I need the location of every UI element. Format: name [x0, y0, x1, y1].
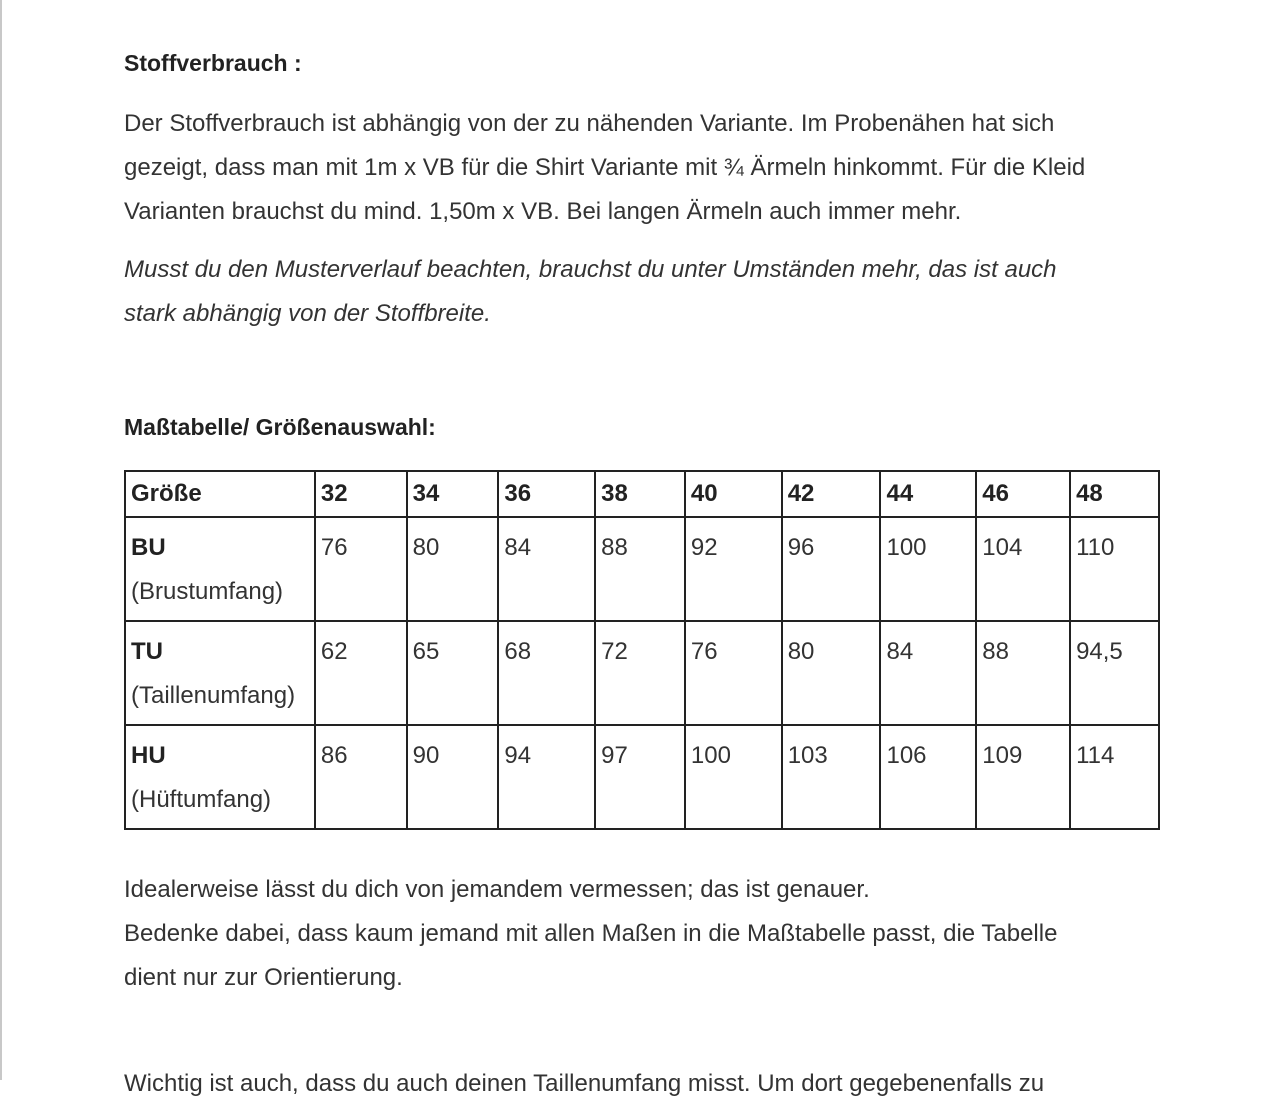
paragraph-line: Musst du den Musterverlauf beachten, brauchst du unter Umständen mehr, das ist auch	[124, 256, 1057, 283]
paragraph-line: Idealerweise lässt du dich von jemandem vermessen; das ist genauer.	[124, 876, 870, 903]
cutoff-paragraph-line: Wichtig ist auch, dass du auch deinen Taillenumfang misst. Um dort gegebenenfalls zu	[124, 1070, 1045, 1097]
header-cell-size: 36	[498, 471, 595, 517]
fabric-consumption-paragraph	[124, 102, 1164, 234]
header-cell-size: 32	[315, 471, 407, 517]
pattern-note-paragraph	[124, 248, 1164, 336]
table-cell: 88	[976, 621, 1070, 725]
table-cell: 103	[782, 725, 881, 829]
table-cell: 100	[685, 725, 782, 829]
row-label-cell	[125, 517, 315, 621]
table-cell: 68	[498, 621, 595, 725]
header-cell-size-label: Größe	[125, 471, 315, 517]
paragraph-line: Varianten brauchst du mind. 1,50m x VB. Bei langen Ärmeln auch immer mehr.	[124, 198, 962, 225]
table-cell: 76	[315, 517, 407, 621]
header-cell-size: 38	[595, 471, 685, 517]
paragraph-line: dient nur zur Orientierung.	[124, 964, 403, 991]
table-cell: 84	[498, 517, 595, 621]
measurement-notes	[124, 868, 1164, 1000]
row-label-cell	[125, 621, 315, 725]
row-label-cell	[125, 725, 315, 829]
page-left-border	[0, 0, 2, 1080]
table-cell: 100	[880, 517, 976, 621]
table-cell: 72	[595, 621, 685, 725]
table-cell: 94	[498, 725, 595, 829]
table-row-hip	[125, 725, 1159, 829]
header-cell-size: 42	[782, 471, 881, 517]
row-abbreviation: BU	[131, 534, 166, 561]
table-cell: 92	[685, 517, 782, 621]
table-cell: 110	[1070, 517, 1159, 621]
size-table	[124, 470, 1160, 830]
header-cell-size: 46	[976, 471, 1070, 517]
table-cell: 80	[782, 621, 881, 725]
header-cell-size: 40	[685, 471, 782, 517]
table-cell: 65	[407, 621, 499, 725]
row-full-name: (Taillenumfang)	[131, 682, 296, 709]
row-abbreviation: TU	[131, 638, 163, 665]
table-cell: 88	[595, 517, 685, 621]
size-table-heading: Maßtabelle/ Größenauswahl:	[124, 414, 436, 440]
table-cell: 76	[685, 621, 782, 725]
table-cell: 86	[315, 725, 407, 829]
table-cell: 96	[782, 517, 881, 621]
paragraph-line: Der Stoffverbrauch ist abhängig von der zu nähenden Variante. Im Probenähen hat sich	[124, 110, 1055, 137]
table-row-waist	[125, 621, 1159, 725]
fabric-consumption-heading: Stoffverbrauch :	[124, 50, 302, 76]
table-cell: 80	[407, 517, 499, 621]
paragraph-line: gezeigt, dass man mit 1m x VB für die Shirt Variante mit ¾ Ärmeln hinkommt. Für die Kleid	[124, 154, 1086, 181]
table-cell: 97	[595, 725, 685, 829]
table-cell: 90	[407, 725, 499, 829]
table-cell: 106	[880, 725, 976, 829]
table-cell: 84	[880, 621, 976, 725]
table-cell: 109	[976, 725, 1070, 829]
paragraph-line: stark abhängig von der Stoffbreite.	[124, 300, 491, 327]
table-cell: 104	[976, 517, 1070, 621]
row-abbreviation: HU	[131, 742, 166, 769]
header-cell-size: 48	[1070, 471, 1159, 517]
table-cell: 114	[1070, 725, 1159, 829]
row-full-name: (Hüftumfang)	[131, 786, 272, 813]
row-full-name: (Brustumfang)	[131, 578, 284, 605]
header-cell-size: 44	[880, 471, 976, 517]
table-cell: 94,5	[1070, 621, 1159, 725]
header-cell-size: 34	[407, 471, 499, 517]
paragraph-line: Bedenke dabei, dass kaum jemand mit allen Maßen in die Maßtabelle passt, die Tabelle	[124, 920, 1058, 947]
table-row-bust	[125, 517, 1159, 621]
table-header-row	[125, 471, 1159, 517]
table-cell: 62	[315, 621, 407, 725]
